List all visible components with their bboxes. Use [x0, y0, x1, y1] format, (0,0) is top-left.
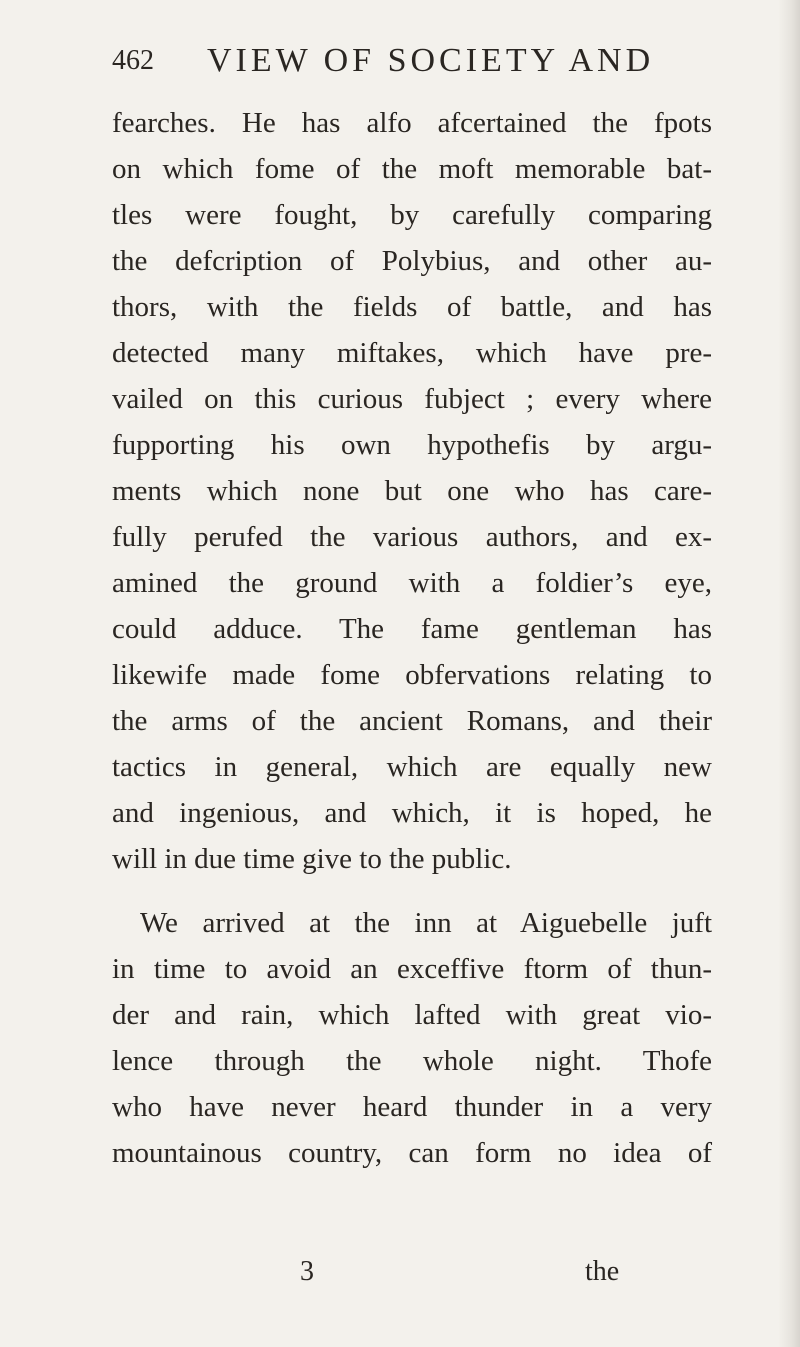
text-line: fearches. He has alfo afcertained the fpots: [112, 107, 712, 139]
text-line: fully perufed the various authors, and ex-: [112, 521, 712, 553]
text-line: vailed on this curious fubject ; every where: [112, 383, 712, 415]
text-line: and ingenious, and which, it is hoped, he: [112, 797, 712, 829]
text-line: could adduce. The fame gentleman has: [112, 613, 712, 645]
text-line: lence through the whole night. Thofe: [112, 1045, 712, 1077]
paragraph: [112, 900, 712, 1176]
body-text: [112, 100, 712, 1176]
text-line: ments which none but one who has care-: [112, 475, 712, 507]
text-line: on which fome of the moft memorable bat-: [112, 153, 712, 185]
signature-mark: 3: [300, 1256, 314, 1287]
text-line: amined the ground with a foldier’s eye,: [112, 567, 712, 599]
text-line: mountainous country, can form no idea of: [112, 1137, 712, 1169]
text-line: the defcription of Polybius, and other au-: [112, 245, 712, 277]
page-number: 462: [112, 45, 154, 76]
text-line: the arms of the ancient Romans, and their: [112, 705, 712, 737]
text-line: der and rain, which lafted with great vio-: [112, 999, 712, 1031]
text-line: tles were fought, by carefully comparing: [112, 199, 712, 231]
text-line: We arrived at the inn at Aiguebelle juft: [140, 907, 712, 939]
page-footer: [112, 1252, 672, 1292]
text-line: detected many miftakes, which have pre-: [112, 337, 712, 369]
text-line: in time to avoid an exceffive ftorm of thun-: [112, 953, 712, 985]
text-line: will in due time give to the public.: [112, 843, 512, 875]
text-line: thors, with the fields of battle, and has: [112, 291, 712, 323]
text-line: likewife made fome obfervations relating to: [112, 659, 712, 691]
page-edge-shadow: [778, 0, 800, 1347]
catchword: the: [585, 1256, 620, 1287]
text-line: who have never heard thunder in a very: [112, 1091, 712, 1123]
text-line: fupporting his own hypothefis by argu-: [112, 429, 712, 461]
paragraph-gap: [112, 882, 712, 900]
running-head: VIEW OF SOCIETY AND: [207, 42, 655, 79]
paragraph: [112, 100, 712, 882]
page-header: [112, 36, 672, 86]
text-line: tactics in general, which are equally new: [112, 751, 712, 783]
